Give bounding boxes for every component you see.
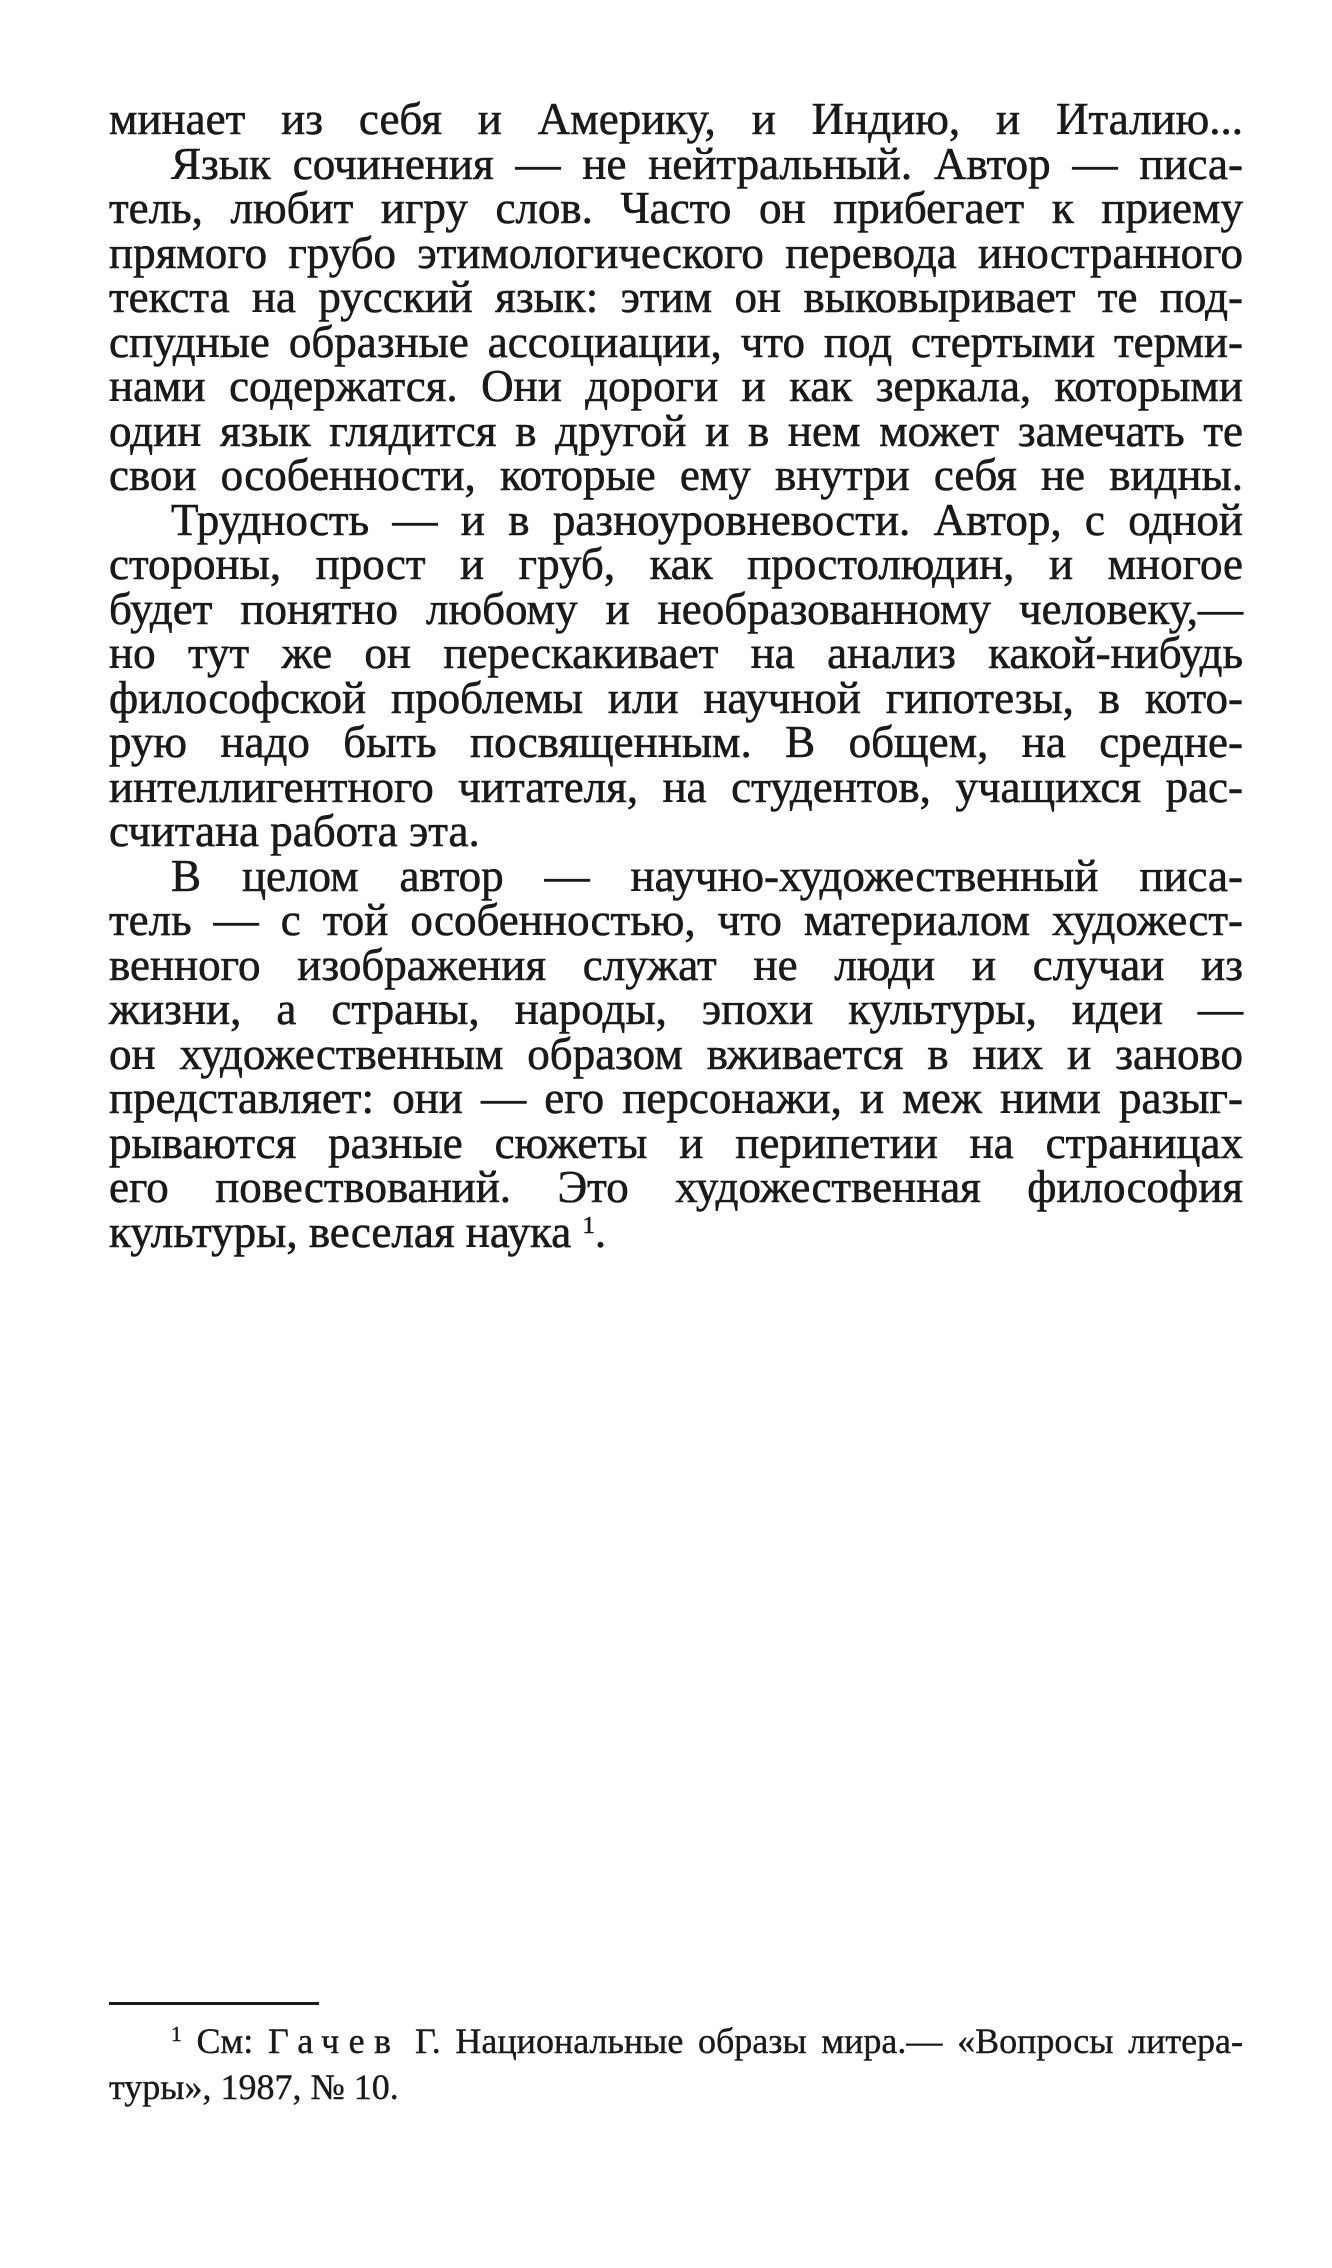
text-line: представляет: они — его персонажи, и меж ними разыг- [109, 1073, 1243, 1123]
text-line: будет понятно любому и необразованному человеку,— [109, 583, 1243, 634]
text-line: интеллигентного читателя, на студентов, учащихся рас- [109, 761, 1243, 812]
main-text [109, 94, 1243, 1262]
paragraph [109, 138, 1243, 500]
footnote-citation-end: туры», 1987, № 10. [109, 2067, 399, 2107]
text-line: жизни, а страны, народы, эпохи культуры, идеи — [109, 984, 1243, 1034]
text-line: но тут же он перескакивает на анализ какой-нибудь [109, 628, 1243, 678]
text-line [109, 1206, 1243, 1263]
footnote-separator [109, 2002, 319, 2005]
text-line: стороны, прост и груб, как простолюдин, и многое [109, 539, 1243, 589]
text-line: рываются разные сюжеты и перипетии на страницах [109, 1117, 1243, 1168]
paragraph [109, 850, 1243, 1263]
text-line: минает из себя и Америку, и Индию, и Италию... [109, 94, 1243, 144]
text-line: считана работа эта. [109, 806, 480, 856]
text-line: Трудность — и в разноуровневости. Автор, с одной [171, 494, 1243, 545]
final-punctuation: . [594, 1206, 607, 1257]
text-line: Язык сочинения — не нейтральный. Автор — писа- [171, 138, 1243, 189]
text-line: свои особенности, которые ему внутри себя не видны. [109, 450, 1243, 500]
footnote-citation: Г. Национальные образы мира.— «Вопросы литера- [415, 2021, 1244, 2061]
text-line: В целом автор — научно-художественный писа- [171, 850, 1243, 901]
text-line: тель — с той особенностью, что материалом художест- [109, 895, 1243, 945]
footnote-line [109, 2067, 1243, 2108]
text-line: текста на русский язык: этим он выковыривает те под- [109, 272, 1243, 322]
footnote [109, 2021, 1243, 2108]
footnote-line [109, 2021, 1243, 2067]
footnote-reference: 1 [582, 1211, 595, 1239]
text-line: нами содержатся. Они дороги и как зеркала, которыми [109, 361, 1243, 411]
footnote-marker: 1 [171, 2022, 182, 2047]
footnote-author: Гачев [267, 2021, 401, 2061]
text-line: один язык глядится в другой и в нем может замечать те [109, 405, 1243, 456]
text-line: тель, любит игру слов. Часто он прибегает к приему [109, 183, 1243, 233]
text-line: прямого грубо этимологического перевода иностранного [109, 227, 1243, 278]
text-line: он художественным образом вживается в них и заново [109, 1028, 1243, 1079]
text-line: венного изображения служат не люди и случаи из [109, 939, 1243, 990]
text-line: спудные образные ассоциации, что под стертыми терми- [109, 316, 1243, 367]
final-line-text: культуры, веселая наука [109, 1206, 572, 1257]
footnote-prefix: См: [196, 2021, 254, 2061]
text-line: рую надо быть посвященным. В общем, на средне- [109, 717, 1243, 767]
text-line: его повествований. Это художественная философия [109, 1162, 1243, 1212]
paragraph [109, 94, 1243, 144]
paragraph [109, 494, 1243, 856]
text-line: философской проблемы или научной гипотезы, в кото- [109, 672, 1243, 723]
